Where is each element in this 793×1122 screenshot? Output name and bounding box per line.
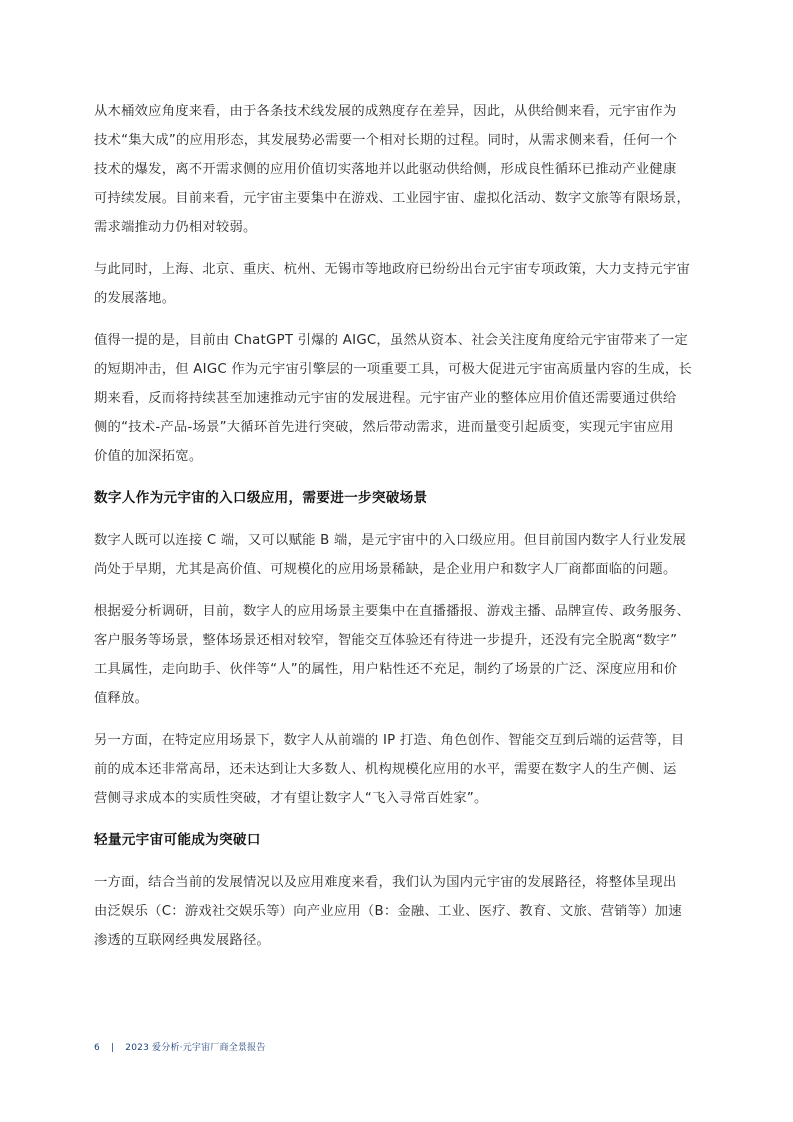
text-line: 营侧寻求成本的实质性突破，才有望让数字人“飞入寻常百姓家”。 [94, 791, 488, 806]
report-title: 2023 爱分析·元宇宙厂商全景报告 [125, 1043, 266, 1053]
text-line: 可持续发展。目前来看，元宇宙主要集中在游戏、工业园宇宙、虚拟化活动、数字文旅等有限场景， [94, 191, 691, 206]
section-intro [94, 97, 702, 471]
text-line: 客户服务等场景，整体场景还相对较窄，智能交互体验还有待进一步提升，还没有完全脱离“数字” [94, 633, 678, 648]
text-line: 从木桶效应角度来看，由于各条技术线发展的成熟度存在差异，因此，从供给侧来看，元宇宙作为 [94, 104, 677, 119]
text-line: 技术“集大成”的应用形态，其发展势必需要一个相对长期的过程。同时，从需求侧来看，任何一个 [94, 133, 678, 148]
text-line: 侧的“技术-产品-场景”大循环首先进行突破，然后带动需求，进而量变引起质变，实现元宇宙应用 [94, 420, 674, 435]
section-digital-human [94, 526, 702, 813]
text-line: 的发展落地。 [94, 291, 176, 306]
document-body [94, 97, 702, 968]
section-heading-light-metaverse: 轻量元宇宙可能成为突破口 [94, 832, 261, 848]
text-line: 渗透的互联网经典发展路径。 [94, 933, 271, 948]
text-line: 需求端推动力仍相对较弱。 [94, 220, 257, 235]
text-line: 前的成本还非常高昂，还未达到让大多数人、机构规模化应用的水平，需要在数字人的生产侧、运 [94, 762, 677, 777]
text-line: 另一方面，在特定应用场景下，数字人从前端的 IP 打造、角色创作、智能交互到后端的运营等，目 [94, 733, 685, 748]
text-line: 根据爱分析调研，目前，数字人的应用场景主要集中在直播播报、游戏主播、品牌宣传、政务服务、 [94, 604, 691, 619]
section-light-metaverse [94, 868, 702, 955]
text-line: 值释放。 [94, 691, 149, 706]
paragraph [94, 255, 702, 313]
text-line: 技术的爆发，离不开需求侧的应用价值切实落地并以此驱动供给侧，形成良性循环已推动产业健康 [94, 162, 677, 177]
paragraph [94, 326, 702, 471]
paragraph [94, 597, 702, 713]
page-number: 6 [94, 1043, 100, 1053]
section-heading-digital-human: 数字人作为元宇宙的入口级应用，需要进一步突破场景 [94, 490, 428, 506]
text-line: 工具属性，走向助手、伙伴等“人”的属性，用户粘性还不充足，制约了场景的广泛、深度应用和价 [94, 662, 678, 677]
text-line: 尚处于早期，尤其是高价值、可规模化的应用场景稀缺，是企业用户和数字人厂商都面临的问题。 [94, 562, 677, 577]
paragraph [94, 526, 702, 584]
page-footer [94, 1040, 266, 1053]
text-line: 数字人既可以连接 C 端，又可以赋能 B 端，是元宇宙中的入口级应用。但目前国内数字人行业发展 [94, 533, 687, 548]
text-line: 期来看，反而将持续甚至加速推动元宇宙的发展进程。元宇宙产业的整体应用价值还需要通过供给 [94, 391, 677, 406]
text-line: 与此同时，上海、北京、重庆、杭州、无锡市等地政府已纷纷出台元宇宙专项政策，大力支持元宇宙 [94, 262, 691, 277]
text-line: 值得一提的是，目前由 ChatGPT 引爆的 AIGC，虽然从资本、社会关注度角度给元宇宙带来了一定 [94, 333, 688, 348]
text-line: 价值的加深拓宽。 [94, 449, 203, 464]
paragraph [94, 97, 702, 242]
text-line: 的短期冲击，但 AIGC 作为元宇宙引擎层的一项重要工具，可极大促进元宇宙高质量内容的生成，长 [94, 362, 692, 377]
paragraph [94, 726, 702, 813]
paragraph [94, 868, 702, 955]
footer-separator: | [111, 1043, 115, 1053]
text-line: 一方面，结合当前的发展情况以及应用难度来看，我们认为国内元宇宙的发展路径，将整体呈现出 [94, 875, 677, 890]
text-line: 由泛娱乐（C：游戏社交娱乐等）向产业应用（B：金融、工业、医疗、教育、文旅、营销等）加速 [94, 904, 682, 919]
